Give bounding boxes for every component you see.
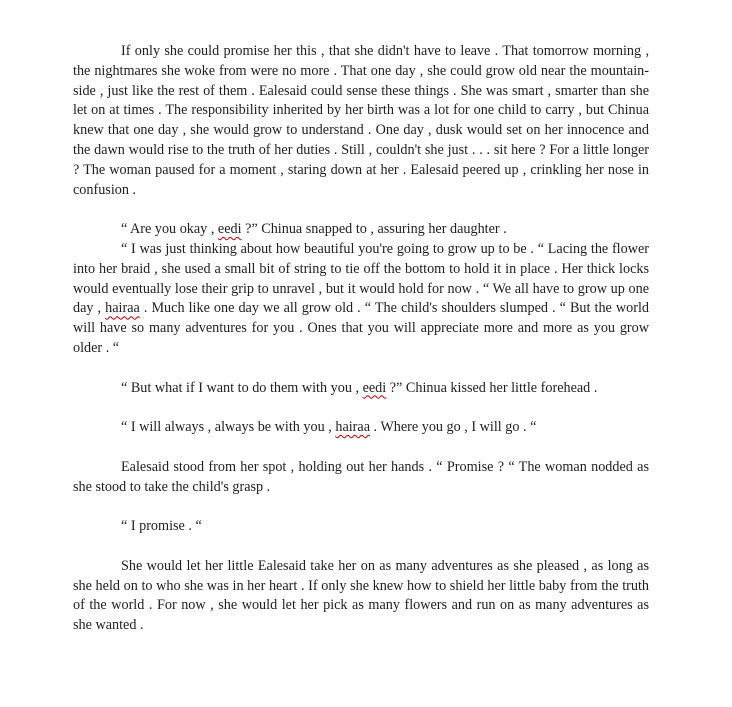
document-body[interactable] [73, 42, 649, 636]
paragraph-3[interactable]: “ I was just thinking about how beautiful you're going to grow up to be . “ Lacing the flower into her braid , she used a small bit of string to tie off the bottom to hold it in place . Her thick locks would eventually lose their grip to unravel , but it would hold for now . “ We all have to grow up one day , hairaa . Much like one day we all grow old . “ The child's shoulders slumped . “ But the world will have so many adventures for you . Ones that you will appreciate more and more as you grow older . “ [73, 240, 649, 356]
paragraph-6[interactable]: Ealesaid stood from her spot , holding out her hands . “ Promise ? “ The woman nodded as she stood to take the child's grasp . [73, 458, 649, 495]
blank-line [73, 537, 649, 557]
blank-line [73, 438, 649, 458]
paragraph-4[interactable]: “ But what if I want to do them with you , eedi ?” Chinua kissed her little forehead . [121, 379, 598, 396]
paragraph-5[interactable]: “ I will always , always be with you , hairaa . Where you go , I will go . “ [121, 419, 537, 436]
blank-line [73, 200, 649, 220]
blank-line [73, 359, 649, 379]
paragraph-8[interactable]: She would let her little Ealesaid take her on as many adventures as she pleased , as long as she held on to who she was in her heart . If only she knew how to shield her little baby from the truth of the world . For now , she would let her pick as many flowers and run on as many adventures as she wanted . [73, 557, 649, 634]
spellcheck-flagged-word[interactable]: eedi [217, 221, 242, 238]
paragraph-2[interactable]: “ Are you okay , eedi ?” Chinua snapped to , assuring her daughter . [121, 221, 507, 238]
blank-line [73, 398, 649, 418]
spellcheck-flagged-word[interactable]: hairaa [335, 419, 370, 436]
blank-line [73, 497, 649, 517]
paragraph-7[interactable]: “ I promise . “ [121, 518, 202, 535]
spellcheck-flagged-word[interactable]: hairaa [105, 300, 140, 317]
paragraph-1[interactable]: If only she could promise her this , that she didn't have to leave . That tomorrow morning , the nightmares she woke from were no more . That one day , she could grow old near the mountain-side , just like the rest of them . Ealesaid could sense these things . She was smart , smarter than she let on at times . The responsibility inherited by her birth was a lot for one child to carry , but Chinua knew that one day , she would grow to understand . One day , dusk would set on her innocence and the dawn would rise to the truth of her duties . Still , couldn't she just . . . sit here ? For a little longer ? The woman paused for a moment , staring down at her . Ealesaid peered up , crinkling her nose in confusion . [73, 43, 649, 198]
spellcheck-flagged-word[interactable]: eedi [362, 379, 387, 396]
